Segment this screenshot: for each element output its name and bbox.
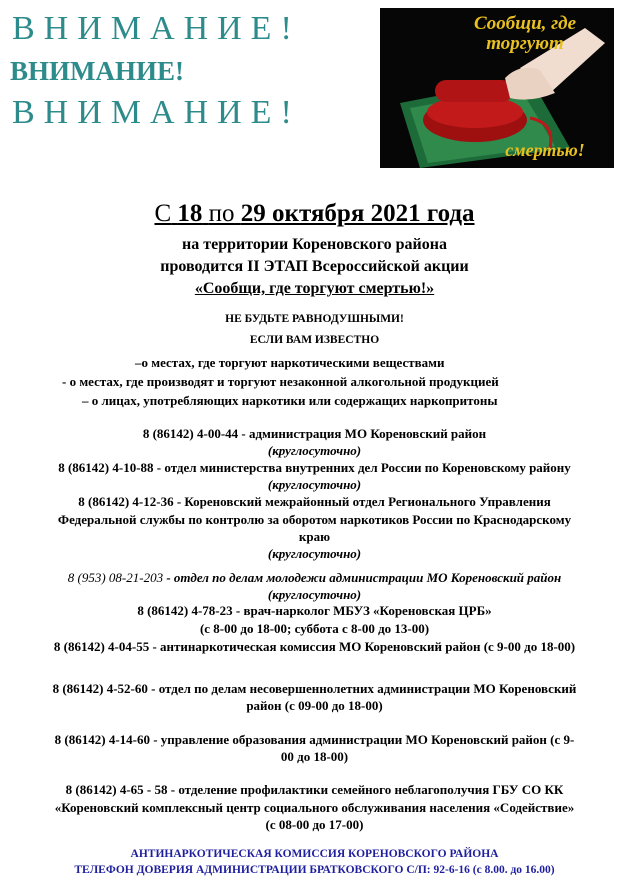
subtitle-line-1: на территории Кореновского района xyxy=(182,236,447,253)
contact-9-line-3: (с 08-00 до 17-00) xyxy=(265,817,364,832)
contact-7-line-1: 8 (86142) 4-52-60 - отдел по делам несовершеннолетних администрации МО Кореновский xyxy=(52,681,577,696)
subtitle-line-2: проводится II ЭТАП Всероссийской акции xyxy=(160,258,469,275)
warning-line-1: НЕ БУДЬТЕ РАВНОДУШНЫМИ! xyxy=(225,313,404,325)
date-middle: по xyxy=(208,200,235,227)
contact-5: 8 (86142) 4-78-23 - врач-нарколог МБУЗ «Кореновская ЦРБ» xyxy=(137,603,492,618)
known-item-drugs: –о местах, где торгуют наркотическими веществами xyxy=(135,355,445,370)
contact-3-line-3: краю xyxy=(298,529,331,544)
subtitle-campaign-name: «Сообщи, где торгуют смертью!» xyxy=(194,280,435,297)
poster-caption-bottom: смертью! xyxy=(505,140,585,160)
contact-8-line-1: 8 (86142) 4-14-60 - управление образования администрации МО Кореновский район (с 9- xyxy=(54,732,575,747)
contact-9-line-1: 8 (86142) 4-65 - 58 - отделение профилактики семейного неблагополучия ГБУ СО КК xyxy=(65,782,564,797)
campaign-dates xyxy=(0,200,629,228)
contact-5-hours: (с 8-00 до 18-00; суббота с 8-00 до 13-00) xyxy=(199,621,430,636)
attention-heading-1: ВНИМАНИЕ! xyxy=(12,10,301,47)
contact-6: 8 (86142) 4-04-55 - антинаркотическая комиссия МО Кореновский район (с 9-00 до 18-00) xyxy=(53,639,576,654)
attention-heading-2: ВНИМАНИЕ! xyxy=(10,56,184,86)
date-end: 29 октября 2021 года xyxy=(240,200,475,227)
attention-heading-3: ВНИМАНИЕ! xyxy=(12,94,301,131)
contact-8-line-2: 00 до 18-00) xyxy=(280,749,349,764)
contact-2: 8 (86142) 4-10-88 - отдел министерства внутренних дел России по Кореновскому району xyxy=(58,460,571,475)
contact-1-hours: (круглосуточно) xyxy=(267,443,362,458)
warning-line-2: ЕСЛИ ВАМ ИЗВЕСТНО xyxy=(249,334,380,346)
date-prefix: С xyxy=(154,200,172,227)
poster-caption-top: Сообщи, где торгуют xyxy=(473,13,577,54)
contact-4-text: - отдел по делам молодежи администрации МО Кореновский район xyxy=(163,570,562,585)
contact-7-line-2: район (с 09-00 до 18-00) xyxy=(246,698,383,713)
contact-3-line-2: Федеральной службы по контролю за оборотом наркотиков России по Краснодарскому xyxy=(57,512,572,527)
contact-2-hours: (круглосуточно) xyxy=(267,477,362,492)
date-start: 18 xyxy=(177,200,203,227)
known-item-persons: – о лицах, употребляющих наркотики или содержащих наркопритоны xyxy=(82,393,498,408)
contact-4 xyxy=(0,570,629,586)
contact-3-line-1: 8 (86142) 4-12-36 - Кореновский межрайонный отдел Регионального Управления xyxy=(78,494,551,509)
campaign-poster-image xyxy=(380,8,614,168)
contact-3-hours: (круглосуточно) xyxy=(267,546,362,561)
footer-commission: АНТИНАРКОТИЧЕСКАЯ КОМИССИЯ КОРЕНОВСКОГО РАЙОНА xyxy=(130,848,499,860)
contact-1: 8 (86142) 4-00-44 - администрация МО Кореновский район xyxy=(142,426,487,441)
contact-4-hours: (круглосуточно) xyxy=(267,587,362,602)
contact-4-phone: 8 (953) 08-21-203 xyxy=(67,570,164,585)
contact-9-line-2: «Кореновский комплексный центр социального обслуживания населения «Содействие» xyxy=(54,800,575,815)
known-item-alcohol: - о местах, где производят и торгуют незаконной алкогольной продукцией xyxy=(62,374,499,389)
footer-hotline: ТЕЛЕФОН ДОВЕРИЯ АДМИНИСТРАЦИИ БРАТКОВСКОГО С/П: 92-6-16 (с 8.00. до 16.00) xyxy=(74,864,555,876)
